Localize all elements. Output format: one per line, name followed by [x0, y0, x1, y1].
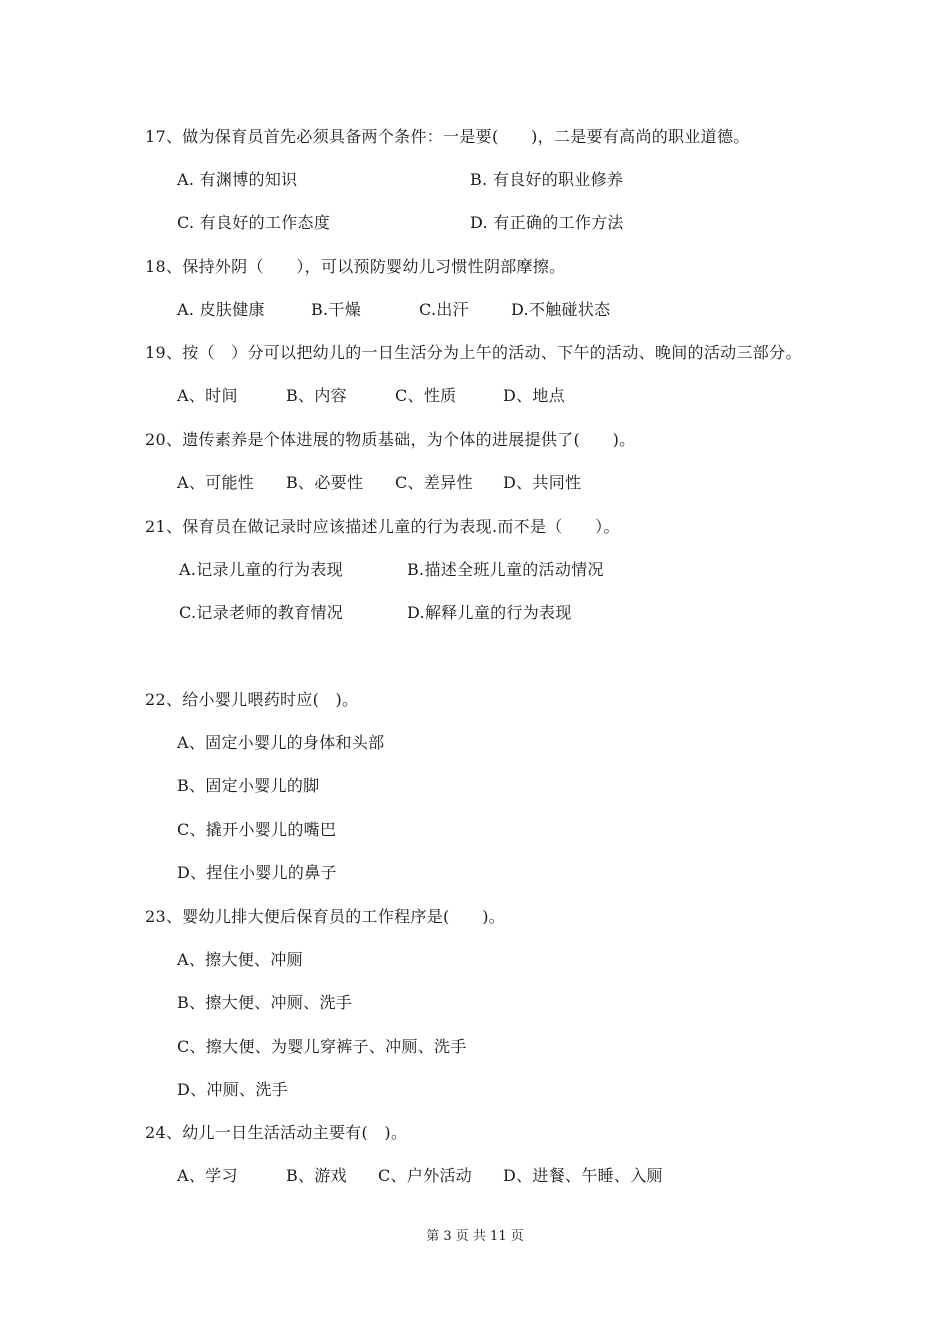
question-20-stem: 20、遗传素养是个体进展的物质基础，为个体的进展提供了( )。 [145, 430, 636, 449]
question-22-option-c: C、撬开小婴儿的嘴巴 [177, 820, 337, 839]
question-23-option-a: A、擦大便、冲厕 [177, 950, 303, 969]
question-23-option-d: D、冲厕、洗手 [177, 1080, 288, 1099]
question-22-option-d: D、捏住小婴儿的鼻子 [177, 863, 337, 882]
question-18-option-a: A. 皮肤健康 [177, 300, 265, 319]
question-18-option-b: B.干燥 [311, 300, 362, 319]
question-17-option-a: A. 有渊博的知识 [177, 170, 298, 189]
question-21-option-b: B.描述全班儿童的活动情况 [407, 560, 604, 579]
question-20-option-c: C、差异性 [395, 473, 473, 492]
question-17-stem: 17、做为保育员首先必须具备两个条件：一是要( )，二是要有高尚的职业道德。 [145, 127, 750, 146]
question-21-option-a: A.记录儿童的行为表现 [179, 560, 343, 579]
page-number-footer: 第 3 页 共 11 页 [426, 1229, 524, 1244]
question-23-stem: 23、婴幼儿排大便后保育员的工作程序是( )。 [145, 907, 506, 926]
question-23-option-b: B、擦大便、冲厕、洗手 [177, 993, 353, 1012]
question-19-option-b: B、内容 [286, 386, 347, 405]
question-21-stem: 21、保育员在做记录时应该描述儿童的行为表现.而不是（ ）。 [145, 517, 620, 536]
question-21-option-c: C.记录老师的教育情况 [179, 603, 344, 622]
question-18-stem: 18、保持外阴（ ），可以预防婴幼儿习惯性阴部摩擦。 [145, 257, 566, 276]
question-19-option-c: C、性质 [395, 386, 457, 405]
question-23-option-c: C、擦大便、为婴儿穿裤子、冲厕、洗手 [177, 1037, 467, 1056]
question-24-option-b: B、游戏 [286, 1166, 347, 1185]
question-18-option-c: C.出汗 [419, 300, 469, 319]
question-17-option-d: D. 有正确的工作方法 [470, 213, 624, 232]
question-19-stem: 19、按（ ）分可以把幼儿的一日生活分为上午的活动、下午的活动、晚间的活动三部分。 [145, 343, 802, 362]
question-18-option-d: D.不触碰状态 [511, 300, 611, 319]
question-20-option-d: D、共同性 [503, 473, 582, 492]
question-24-option-c: C、户外活动 [378, 1166, 473, 1185]
question-20-option-a: A、可能性 [177, 473, 255, 492]
question-22-option-a: A、固定小婴儿的身体和头部 [177, 733, 385, 752]
question-24-option-d: D、进餐、午睡、入厕 [503, 1166, 663, 1185]
question-17-option-c: C. 有良好的工作态度 [177, 213, 331, 232]
question-24-stem: 24、幼儿一日生活活动主要有( )。 [145, 1123, 408, 1142]
question-24-option-a: A、学习 [177, 1166, 238, 1185]
question-20-option-b: B、必要性 [286, 473, 364, 492]
question-19-option-a: A、时间 [177, 386, 238, 405]
question-19-option-d: D、地点 [503, 386, 566, 405]
question-21-option-d: D.解释儿童的行为表现 [407, 603, 572, 622]
question-22-option-b: B、固定小婴儿的脚 [177, 776, 320, 795]
question-17-option-b: B. 有良好的职业修养 [470, 170, 624, 189]
question-22-stem: 22、给小婴儿喂药时应( )。 [145, 690, 359, 709]
